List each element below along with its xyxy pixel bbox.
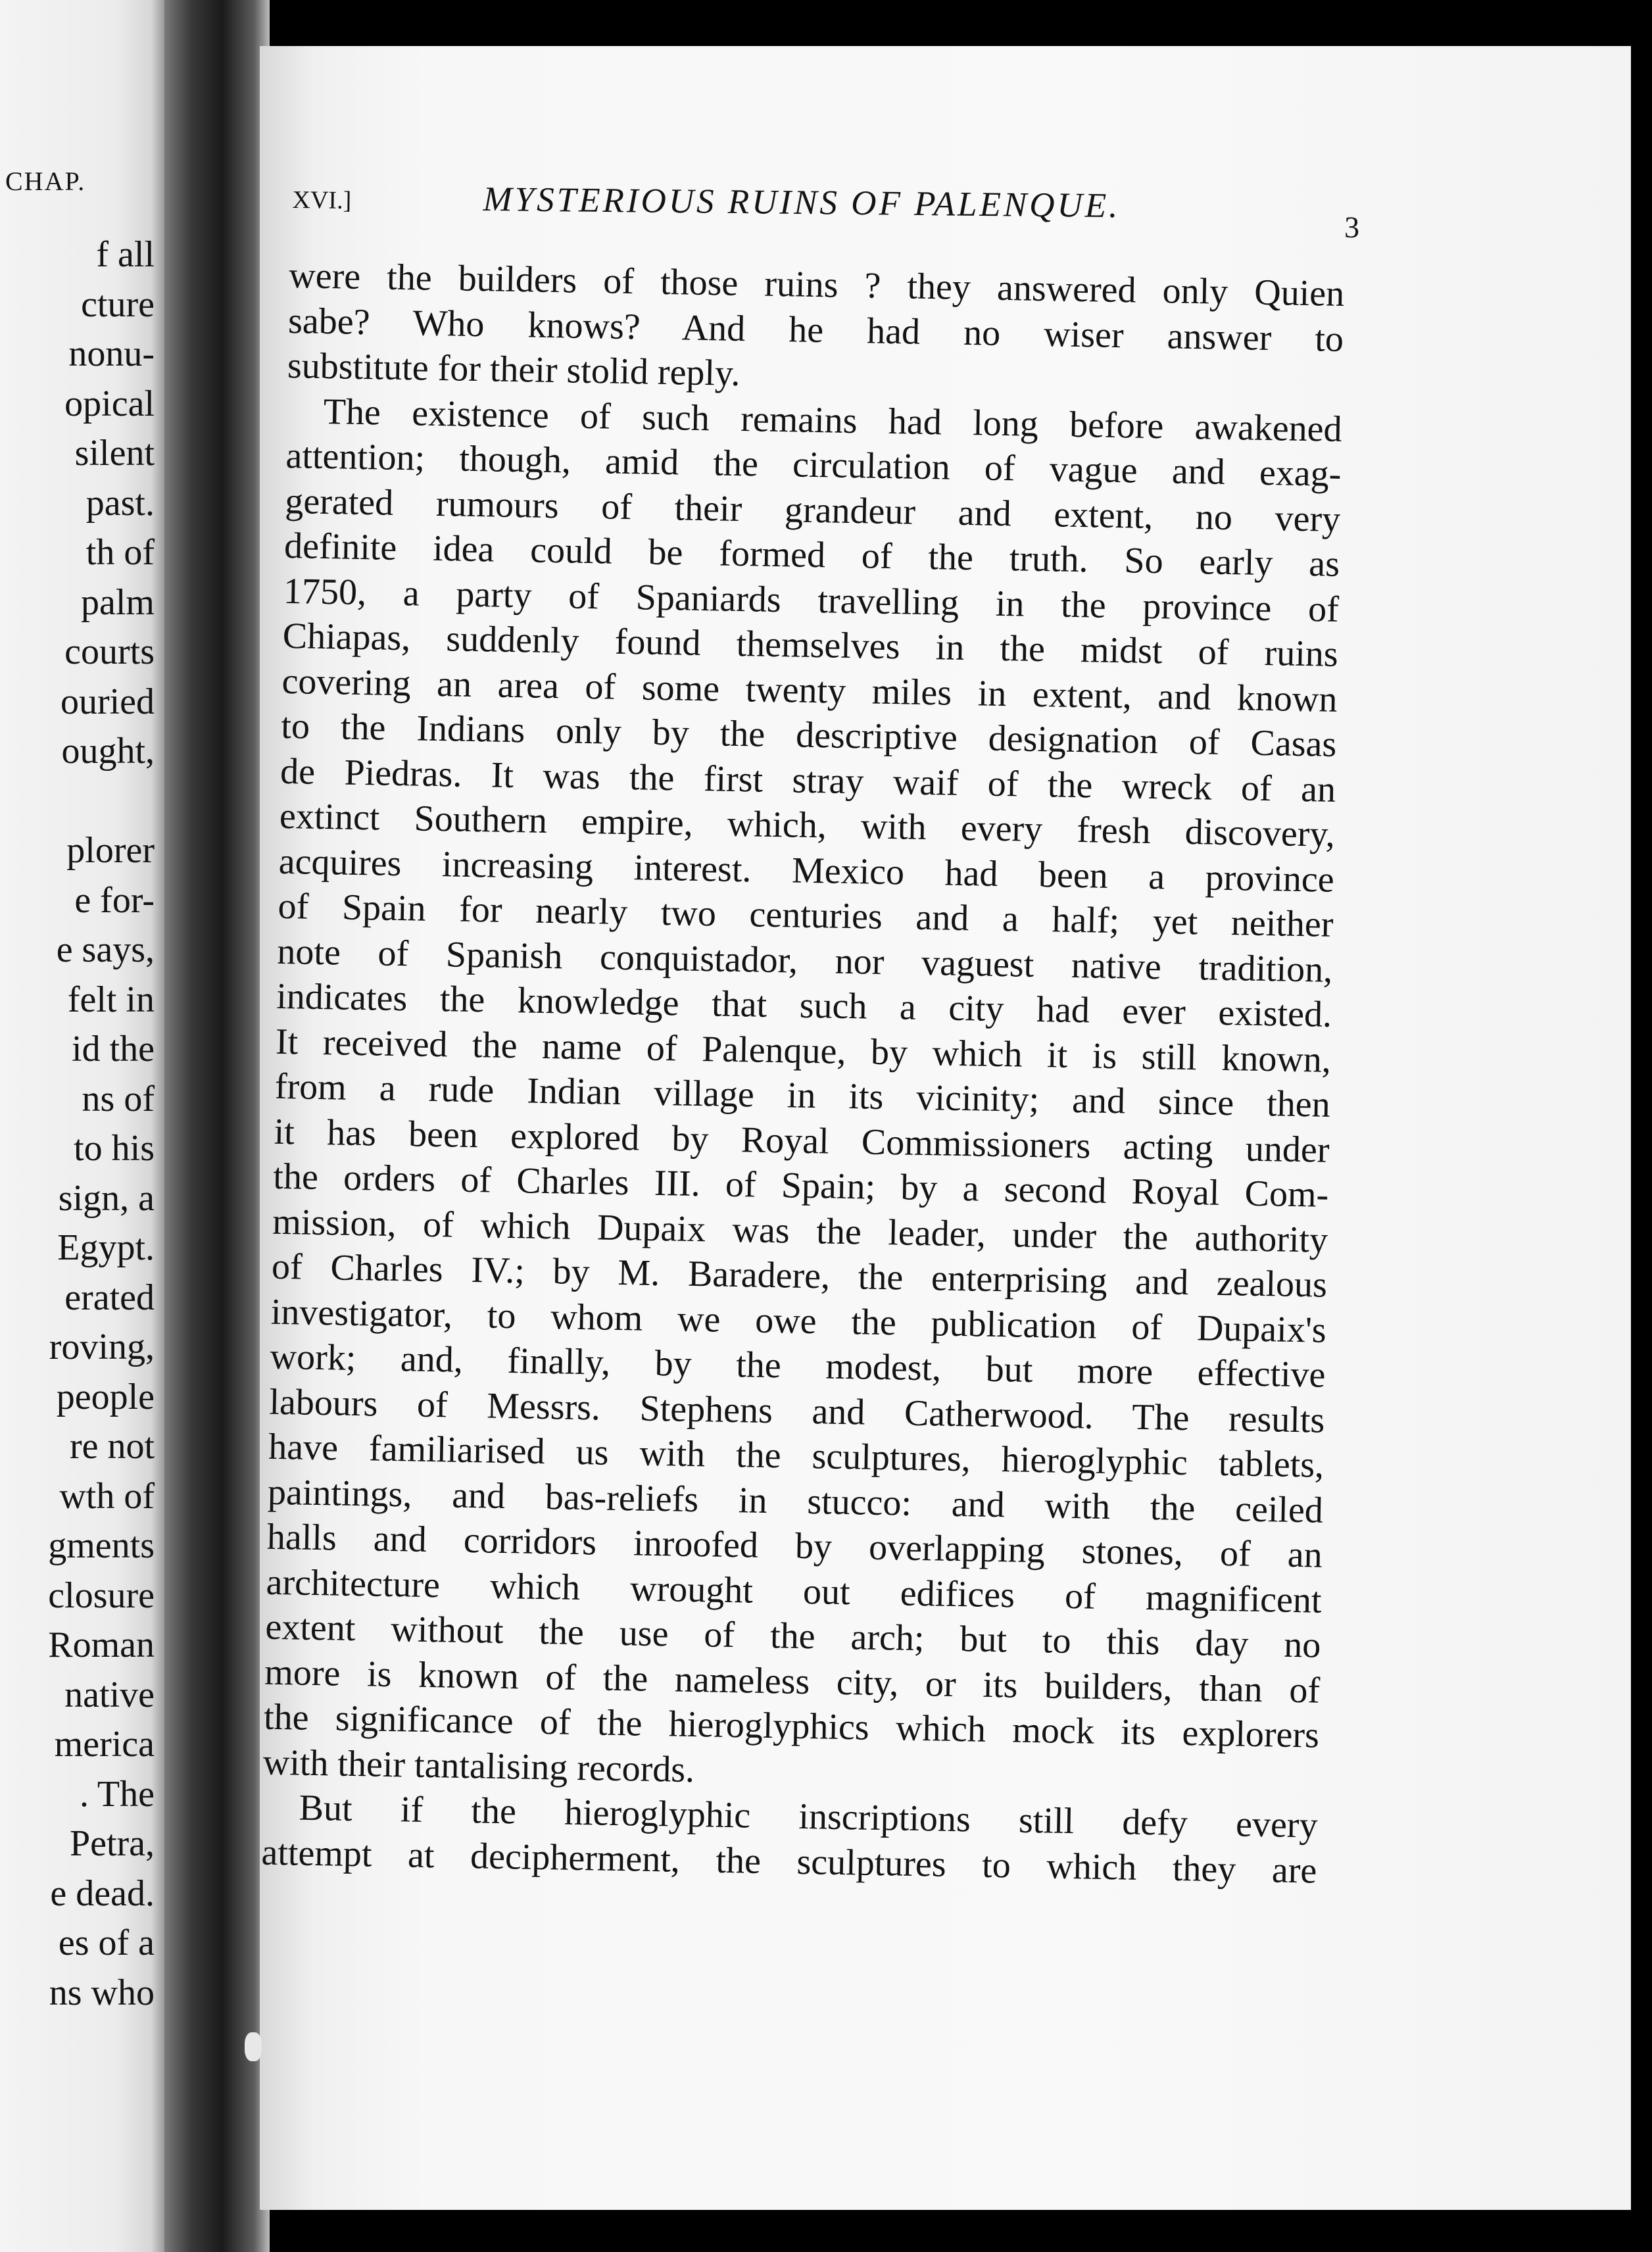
left-fragment-line [0, 777, 155, 827]
chapter-number: XVI.] [292, 185, 352, 214]
left-fragment-line: roving, [49, 1327, 155, 1367]
text-line: 1750, a party of Spaniards travelling in the province of [283, 570, 1340, 630]
text-line: attention; though, amid the circulation of vague and exag- [285, 435, 1342, 495]
left-fragment-line: gments [48, 1525, 155, 1566]
left-fragment-line: opical [64, 383, 155, 424]
left-fragment-line: erated [64, 1277, 155, 1318]
text-line: it has been explored by Royal Commissioners acting under [274, 1111, 1330, 1171]
text-line: more is known of the nameless city, or its builders, than of [264, 1652, 1321, 1711]
left-fragment-line: cture [81, 283, 155, 325]
left-fragment-line: ns of [82, 1078, 155, 1119]
left-fragment-line: re not [69, 1426, 155, 1467]
text-line: gerated rumours of their grandeur and extent, no very [284, 480, 1341, 540]
running-title: MYSTERIOUS RUINS OF PALENQUE. [483, 180, 1121, 226]
text-line: sabe? Who knows? And he had no wiser answer to [287, 300, 1344, 360]
page-number: 3 [1344, 210, 1360, 244]
left-fragment-line: palm [81, 581, 155, 623]
text-line: investigator, to whom we owe the publication of Dupaix's [270, 1291, 1327, 1351]
text-line: mission, of which Dupaix was the leader, under the authority [272, 1201, 1328, 1261]
text-line: the significance of the hieroglyphics which mock its explorers [263, 1696, 1320, 1756]
text-line: It received the name of Palenque, by which it is still known, [275, 1021, 1332, 1081]
left-fragment-line: es of a [58, 1922, 155, 1963]
text-line: labours of Messrs. Stephens and Catherwood. The results [268, 1381, 1325, 1441]
text-line: architecture which wrought out edifices of magnificent [266, 1561, 1323, 1621]
book-gutter [164, 0, 270, 2252]
text-line: have familiarised us with the sculptures, hieroglyphic tablets, [268, 1426, 1324, 1486]
left-fragment-line: Roman [48, 1625, 155, 1665]
left-page [0, 0, 164, 2252]
left-fragment-line: to his [74, 1128, 155, 1169]
left-fragment-line: Egypt. [57, 1227, 155, 1268]
text-line: to the Indians only by the descriptive designation of Casas [280, 705, 1337, 765]
text-line: from a rude Indian village in its vicinity; and since then [274, 1065, 1331, 1125]
left-fragment-line: nonu- [68, 333, 155, 374]
left-fragment-line: . The [79, 1773, 155, 1815]
left-fragment-line: f all [96, 234, 155, 275]
text-line: indicates the knowledge that such a city had ever existed. [276, 975, 1332, 1035]
body-text [261, 253, 1345, 1894]
left-fragment-line: ns who [49, 1972, 155, 2013]
left-fragment-line: ouried [60, 681, 155, 722]
text-line: halls and corridors inroofed by overlapping stones, of an [266, 1516, 1323, 1576]
text-line: extinct Southern empire, which, with every fresh discovery, [279, 795, 1336, 855]
left-fragment-line: merica [54, 1724, 155, 1765]
left-fragment-line: past. [85, 482, 155, 524]
text-line: de Piedras. It was the first stray waif of the wreck of an [279, 750, 1336, 810]
left-fragment-line: th of [85, 532, 155, 573]
left-fragment-line: people [56, 1376, 155, 1417]
left-fragment-line: e dead. [50, 1873, 155, 1914]
text-line: acquires increasing interest. Mexico had been a province [278, 841, 1335, 900]
left-fragment-line: native [64, 1674, 155, 1715]
text-line: work; and, finally, by the modest, but more effective [270, 1336, 1326, 1396]
text-line: were the builders of those ruins ? they answered only Quien [288, 255, 1345, 315]
text-line: with their tantalising records. [262, 1742, 695, 1790]
left-fragment-line: sign, a [58, 1177, 155, 1219]
left-fragment-line: felt in [67, 979, 155, 1020]
text-line: attempt at decipherment, the sculptures to which they are [261, 1832, 1317, 1892]
text-line: The existence of such remains had long before awakened [323, 391, 1343, 450]
text-line: note of Spanish conquistador, nor vaguest native tradition, [276, 931, 1333, 991]
left-fragment-line: Petra, [69, 1823, 155, 1864]
text-line: Chiapas, suddenly found themselves in the midst of ruins [282, 615, 1339, 675]
left-fragment-line: e for- [74, 879, 155, 921]
text-line: covering an area of some twenty miles in extent, and known [281, 660, 1338, 720]
left-fragment-line: e says, [56, 929, 155, 970]
left-fragment-line: plorer [66, 830, 155, 871]
page-smudge [245, 2032, 262, 2061]
text-line: paintings, and bas-reliefs in stucco: and with the ceiled [267, 1471, 1324, 1531]
text-line: of Charles IV.; by M. Baradere, the enterprising and zealous [271, 1246, 1328, 1306]
text-line: extent without the use of the arch; but to this day no [265, 1606, 1321, 1666]
text-line: definite idea could be formed of the truth. So early as [283, 525, 1340, 585]
left-fragment-line: closure [48, 1575, 155, 1616]
left-fragment-line: silent [74, 433, 155, 474]
left-fragment-line: ought, [61, 731, 155, 771]
left-fragment-line: wth of [59, 1475, 155, 1517]
left-chap-label: CHAP. [5, 166, 86, 196]
text-line: the orders of Charles III. of Spain; by a second Royal Com- [272, 1156, 1329, 1215]
text-line: of Spain for nearly two centuries and a half; yet neither [278, 885, 1334, 945]
left-fragment-line: id the [72, 1029, 155, 1069]
text-line: substitute for their stolid reply. [287, 345, 741, 394]
page-header [292, 171, 1371, 244]
text-line: But if the hieroglyphic inscriptions still defy every [299, 1787, 1319, 1846]
left-fragment-line: courts [64, 631, 155, 672]
left-page-fragments [0, 230, 155, 2018]
